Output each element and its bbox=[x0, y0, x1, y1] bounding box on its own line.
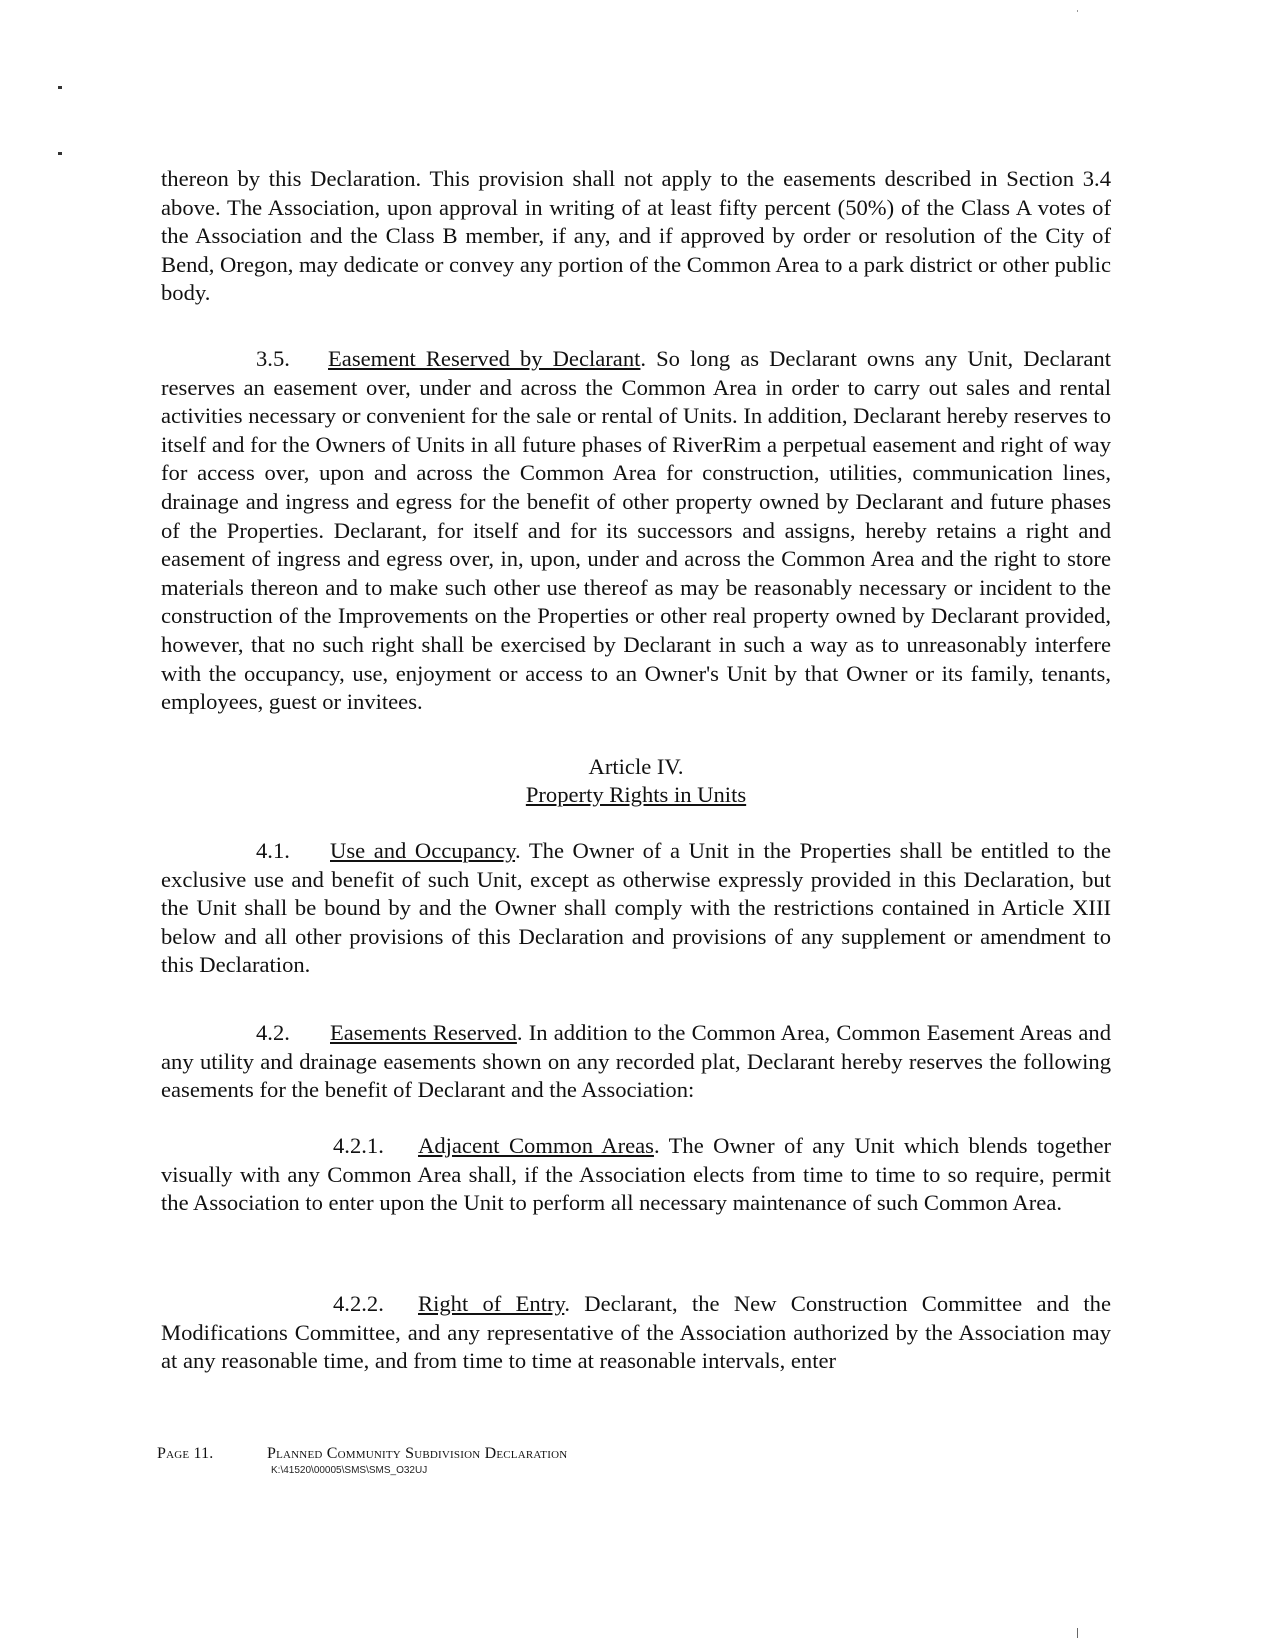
scan-speck bbox=[1077, 10, 1078, 12]
section-heading: Adjacent Common Areas bbox=[418, 1133, 654, 1158]
article-title: Article IV. bbox=[588, 754, 684, 779]
section-body: . The Owner of any Unit which blends together visually with any Common Area shall, if the Association elects from time to time to so require, permit the Association to enter upon the Unit to perform all necessary maintenance of such Common Area. bbox=[161, 1133, 1111, 1216]
article-subtitle: Property Rights in Units bbox=[525, 782, 747, 807]
scan-speck bbox=[58, 152, 62, 155]
section-number: 4.2.2. bbox=[333, 1291, 384, 1316]
section-number: 3.5. bbox=[256, 346, 290, 371]
scan-speck bbox=[1077, 1628, 1078, 1638]
section-body: . So long as Declarant owns any Unit, Declarant reserves an easement over, under and across the Common Area in order to carry out sales and rental activities necessary or convenient for the sale or rental of Units. In addition, Declarant hereby reserves to itself and for the Owners of Units in all future phases of RiverRim a perpetual easement and right of way for access over, upon and across the Common Area for construction, utilities, communication lines, drainage and ingress and egress for the benefit of other property owned by Declarant and future phases of the Properties. Declarant, for itself and for its successors and assigns, hereby retains a right and easement of ingress and egress over, in, upon, under and across the Common Area and the right to store materials thereon and to make such other use thereof as may be reasonably necessary or incident to the construction of the Improvements on the Properties or other real property owned by Declarant provided, however, that no such right shall be exercised by Declarant in such a way as to unreasonably interfere with the occupancy, use, enjoyment or access to an Owner's Unit by that Owner or its family, tenants, employees, guest or invitees. bbox=[161, 346, 1111, 715]
section-heading: Use and Occupancy bbox=[330, 838, 516, 863]
section-number: 4.1. bbox=[256, 838, 290, 863]
section-4-2-2 bbox=[161, 1290, 1111, 1376]
section-4-2-1 bbox=[161, 1132, 1111, 1218]
section-heading: Easement Reserved by Declarant bbox=[328, 346, 641, 371]
paragraph-continuation bbox=[161, 165, 1111, 308]
paragraph-text: thereon by this Declaration. This provision shall not apply to the easements described in Section 3.4 above. The Association, upon approval in writing of at least fifty percent (50%) of the Class A votes of the Association and the Class B member, if any, and if approved by order or resolution of the City of Bend, Oregon, may dedicate or convey any portion of the Common Area to a park district or other public body. bbox=[161, 166, 1111, 306]
footer-file-path: K:\41520\00005\SMS\SMS_O32UJ bbox=[271, 1465, 428, 1476]
section-number: 4.2.1. bbox=[333, 1133, 384, 1158]
section-body: . The Owner of a Unit in the Properties shall be entitled to the exclusive use and benefit of such Unit, except as otherwise expressly provided in this Declaration, but the Unit shall be bound by and the Owner shall comply with the restrictions contained in Article XIII below and all other provisions of this Declaration and provisions of any supplement or amendment to this Declaration. bbox=[161, 838, 1111, 978]
section-heading: Right of Entry bbox=[418, 1291, 565, 1316]
article-subtitle-wrap bbox=[161, 781, 1111, 810]
section-4-1 bbox=[161, 837, 1111, 980]
section-4-2 bbox=[161, 1019, 1111, 1105]
page-number: Page 11. bbox=[157, 1445, 214, 1462]
scan-speck bbox=[58, 86, 62, 89]
section-body: . In addition to the Common Area, Common Easement Areas and any utility and drainage easements shown on any recorded plat, Declarant hereby reserves the following easements for the benefit of Declarant and the Association: bbox=[161, 1020, 1111, 1103]
section-body: . Declarant, the New Construction Committee and the Modifications Committee, and any representative of the Association authorized by the Association may at any reasonable time, and from time to time at reasonable intervals, enter bbox=[161, 1291, 1111, 1374]
page-footer bbox=[157, 1445, 567, 1463]
section-heading: Easements Reserved bbox=[330, 1020, 517, 1045]
footer-document-title: Planned Community Subdivision Declaration bbox=[267, 1445, 568, 1462]
section-number: 4.2. bbox=[256, 1020, 290, 1045]
section-3-5 bbox=[161, 345, 1111, 717]
